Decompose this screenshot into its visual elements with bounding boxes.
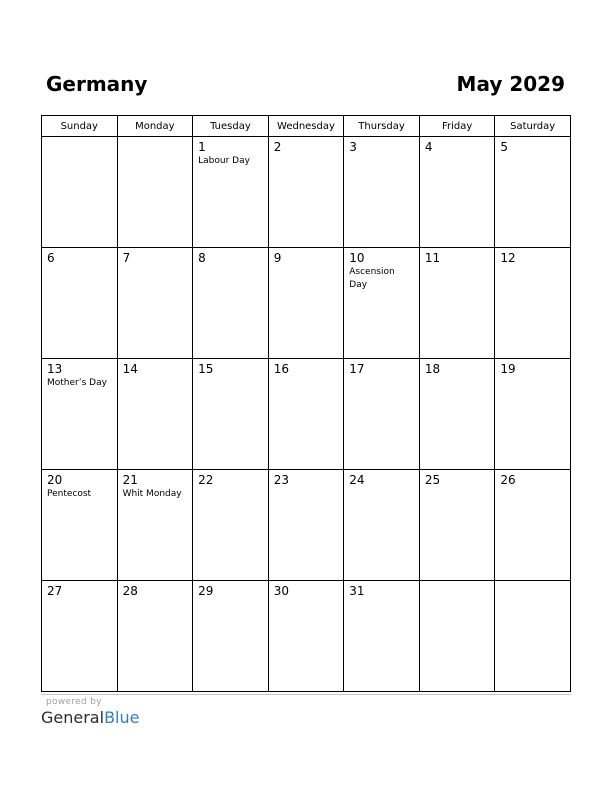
day-cell <box>419 248 495 359</box>
day-number: 28 <box>122 584 138 598</box>
day-number: 22 <box>198 473 214 487</box>
day-cell <box>495 581 571 692</box>
day-cell <box>193 359 269 470</box>
day-cell <box>268 137 344 248</box>
brand-blue-text: Blue <box>104 708 140 727</box>
day-number: 12 <box>500 251 516 265</box>
day-cell <box>117 581 193 692</box>
day-number: 9 <box>273 251 282 265</box>
day-cell <box>117 470 193 581</box>
day-cell <box>42 470 118 581</box>
weekday-saturday: Saturday <box>495 116 571 137</box>
day-number: 4 <box>424 140 433 154</box>
holiday-label: Whit Monday <box>122 489 182 499</box>
day-cell <box>419 470 495 581</box>
day-number: 5 <box>500 140 509 154</box>
weekday-wednesday: Wednesday <box>268 116 344 137</box>
weekday-thursday: Thursday <box>344 116 420 137</box>
footer-divider <box>41 694 571 695</box>
day-number: 25 <box>424 473 441 487</box>
week-row <box>42 137 571 248</box>
holiday-label: Pentecost <box>47 489 92 499</box>
day-number: 3 <box>349 140 357 154</box>
day-number: 7 <box>122 251 131 265</box>
day-number: 15 <box>198 362 214 376</box>
day-cell <box>42 359 118 470</box>
day-cell <box>268 359 344 470</box>
weekday-friday: Friday <box>419 116 495 137</box>
day-cell <box>495 470 571 581</box>
week-row <box>42 470 571 581</box>
day-cell <box>344 581 420 692</box>
weekday-tuesday: Tuesday <box>193 116 269 137</box>
day-number: 18 <box>424 362 441 376</box>
day-number: 13 <box>47 362 63 376</box>
calendar-grid <box>41 115 571 692</box>
week-row <box>42 248 571 359</box>
day-number: 2 <box>273 140 282 154</box>
day-number: 27 <box>47 584 63 598</box>
day-cell <box>117 137 193 248</box>
day-cell <box>268 470 344 581</box>
day-number: 10 <box>349 251 365 265</box>
day-cell <box>419 359 495 470</box>
powered-by-text: powered by <box>46 697 102 707</box>
day-cell <box>419 137 495 248</box>
day-cell <box>495 137 571 248</box>
day-number: 8 <box>198 251 206 265</box>
page-title-month: May 2029 <box>456 72 565 96</box>
day-cell <box>495 359 571 470</box>
day-cell <box>495 248 571 359</box>
day-number: 19 <box>500 362 516 376</box>
day-cell <box>193 470 269 581</box>
day-cell <box>42 581 118 692</box>
day-number: 14 <box>122 362 138 376</box>
day-cell <box>42 248 118 359</box>
day-number: 24 <box>349 473 365 487</box>
day-cell <box>344 470 420 581</box>
holiday-label: Ascension Day <box>349 267 395 290</box>
day-cell <box>193 248 269 359</box>
weekday-header-row <box>42 116 571 137</box>
day-number: 30 <box>273 584 289 598</box>
week-row <box>42 581 571 692</box>
day-number: 17 <box>349 362 365 376</box>
day-number: 1 <box>198 140 206 154</box>
day-cell <box>344 248 420 359</box>
day-number: 16 <box>273 362 289 376</box>
day-number: 20 <box>47 473 63 487</box>
day-number: 23 <box>273 473 289 487</box>
day-cell <box>344 359 420 470</box>
day-cell <box>117 359 193 470</box>
day-number: 31 <box>349 584 365 598</box>
day-number: 11 <box>424 251 441 265</box>
day-cell <box>193 137 269 248</box>
day-cell <box>42 137 118 248</box>
brand-general-text: General <box>41 708 105 727</box>
day-number: 21 <box>122 473 138 487</box>
day-cell <box>344 137 420 248</box>
holiday-label: Mother’s Day <box>47 378 107 388</box>
day-cell <box>419 581 495 692</box>
day-number: 26 <box>500 473 516 487</box>
holiday-label: Labour Day <box>198 156 250 166</box>
day-cell <box>268 581 344 692</box>
day-number: 6 <box>47 251 55 265</box>
page-title-country: Germany <box>46 72 148 96</box>
day-number: 29 <box>198 584 214 598</box>
weekday-monday: Monday <box>117 116 193 137</box>
day-cell <box>268 248 344 359</box>
day-cell <box>193 581 269 692</box>
weekday-sunday: Sunday <box>42 116 118 137</box>
week-row <box>42 359 571 470</box>
generalblue-logo[interactable] <box>41 708 139 728</box>
day-cell <box>117 248 193 359</box>
